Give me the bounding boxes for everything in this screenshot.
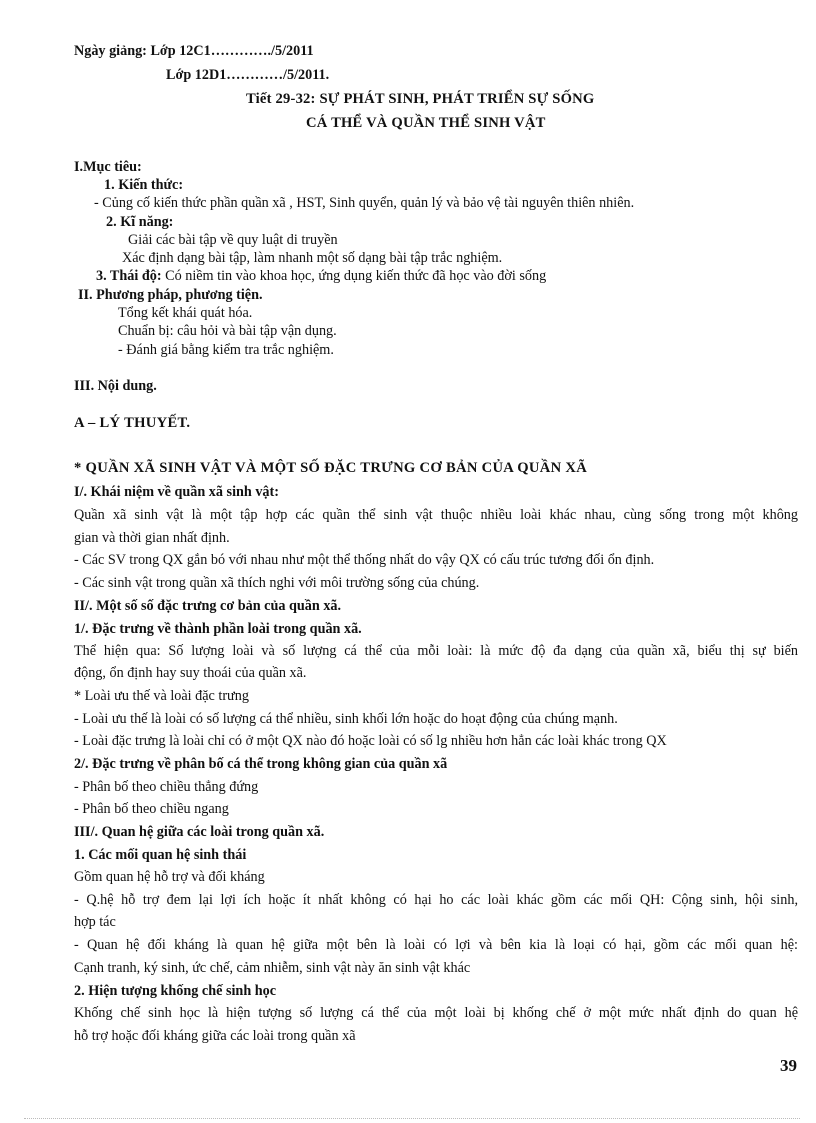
date-line-2: Lớp 12D1…………/5/2011. [166,67,330,83]
species-composition-heading: 1/. Đặc trưng về thành phần loài trong quần xã. [74,621,362,637]
paragraph-line: - Loài đặc trưng là loài chỉ có ở một QX nào đó hoặc loài có số lg nhiều hơn hẳn các loài khác trong QX [74,733,667,749]
paragraph-line: - Q.hệ hỗ trợ đem lại lợi ích hoặc ít nhất không có hại ho các loài khác gồm các mối QH: Cộng sinh, hội sinh, [74,892,798,908]
characteristics-heading: II/. Một số số đặc trưng cơ bản của quần xã. [74,598,342,614]
paragraph-line: - Các SV trong QX gắn bó với nhau như một thể thống nhất do vậy QX có cấu trúc tương đối ổn định. [74,552,655,568]
objectives-heading: I.Mục tiêu: [74,159,142,175]
skills-heading: 2. Kĩ năng: [106,214,174,230]
method-item-2: Chuẩn bị: câu hỏi và bài tập vận dụng. [118,323,337,339]
lesson-title: Tiết 29-32: SỰ PHÁT SINH, PHÁT TRIỂN SỰ SỐNG [246,91,595,107]
section-heading: * QUẦN XÃ SINH VẬT VÀ MỘT SỐ ĐẶC TRƯNG CƠ BẢN CỦA QUẦN XÃ [74,460,588,476]
paragraph-line: Cạnh tranh, ký sinh, ức chế, cảm nhiễm, sinh vật này ăn sinh vật khác [74,960,471,976]
paragraph-line: Thể hiện qua: Số lượng loài và số lượng cá thể của mỗi loài: là mức độ đa dạng của quần xã, biểu thị sự biến [74,643,798,659]
lesson-subtitle: CÁ THỂ VÀ QUẦN THỂ SINH VẬT [306,115,546,131]
paragraph-line: - Phân bố theo chiều thẳng đứng [74,779,259,795]
method-item-3: - Đánh giá bằng kiểm tra trắc nghiệm. [118,342,334,358]
paragraph-line: - Loài ưu thế là loài có số lượng cá thể nhiều, sinh khối lớn hoặc do hoạt động của chúng mạnh. [74,711,618,727]
attitude-heading: 3. Thái độ: [96,268,162,284]
page-number: 39 [780,1056,797,1075]
paragraph-line: - Quan hệ đối kháng là quan hệ giữa một bên là loài có lợi và bên kia là loại có hại, gồm các mối quan hệ: [74,937,798,953]
date-line-1: Ngày giảng: Lớp 12C1…………./5/2011 [74,43,314,59]
methods-heading: II. Phương pháp, phương tiện. [78,287,263,303]
paragraph-line: Quần xã sinh vật là một tập hợp các quần thể sinh vật thuộc nhiều loài khác nhau, cùng sống trong một không [74,507,798,523]
footer-divider [24,1118,800,1119]
attitude-line [96,267,546,285]
paragraph-line: * Loài ưu thế và loài đặc trưng [74,688,249,704]
paragraph-line: hỗ trợ hoặc đối kháng giữa các loài trong quần xã [74,1028,356,1044]
theory-heading: A – LÝ THUYẾT. [74,415,191,431]
knowledge-heading: 1. Kiến thức: [104,177,184,193]
paragraph-line: hợp tác [74,914,116,930]
biological-control-heading: 2. Hiện tượng khống chế sinh học [74,983,277,999]
skills-item-1: Giải các bài tập về quy luật di truyền [128,232,338,248]
spatial-distribution-heading: 2/. Đặc trưng về phân bố cá thể trong không gian của quần xã [74,756,448,772]
species-relations-heading: III/. Quan hệ giữa các loài trong quần xã. [74,824,325,840]
paragraph-line: - Các sinh vật trong quần xã thích nghi với môi trường sống của chúng. [74,575,480,591]
paragraph-line: Gồm quan hệ hỗ trợ và đối kháng [74,869,265,885]
method-item-1: Tổng kết khái quát hóa. [118,305,253,321]
paragraph-line: động, ổn định hay suy thoái của quần xã. [74,665,307,681]
attitude-text: Có niềm tin vào khoa học, ứng dụng kiến thức đã học vào đời sống [161,268,547,284]
ecological-relations-heading: 1. Các mối quan hệ sinh thái [74,847,247,863]
paragraph-line: gian và thời gian nhất định. [74,530,230,546]
skills-item-2: Xác định dạng bài tập, làm nhanh một số dạng bài tập trắc nghiệm. [122,250,503,266]
paragraph-line: Khống chế sinh học là hiện tượng số lượng cá thể của một loài bị khống chế ở một mức nhất định do quan hệ [74,1005,798,1021]
paragraph-line: - Phân bố theo chiều ngang [74,801,229,817]
content-heading: III. Nội dung. [74,378,157,394]
knowledge-text: - Củng cố kiến thức phần quần xã , HST, Sinh quyển, quản lý và bảo vệ tài nguyên thiên nhiên. [94,195,635,211]
community-concept-heading: I/. Khái niệm về quần xã sinh vật: [74,484,279,500]
